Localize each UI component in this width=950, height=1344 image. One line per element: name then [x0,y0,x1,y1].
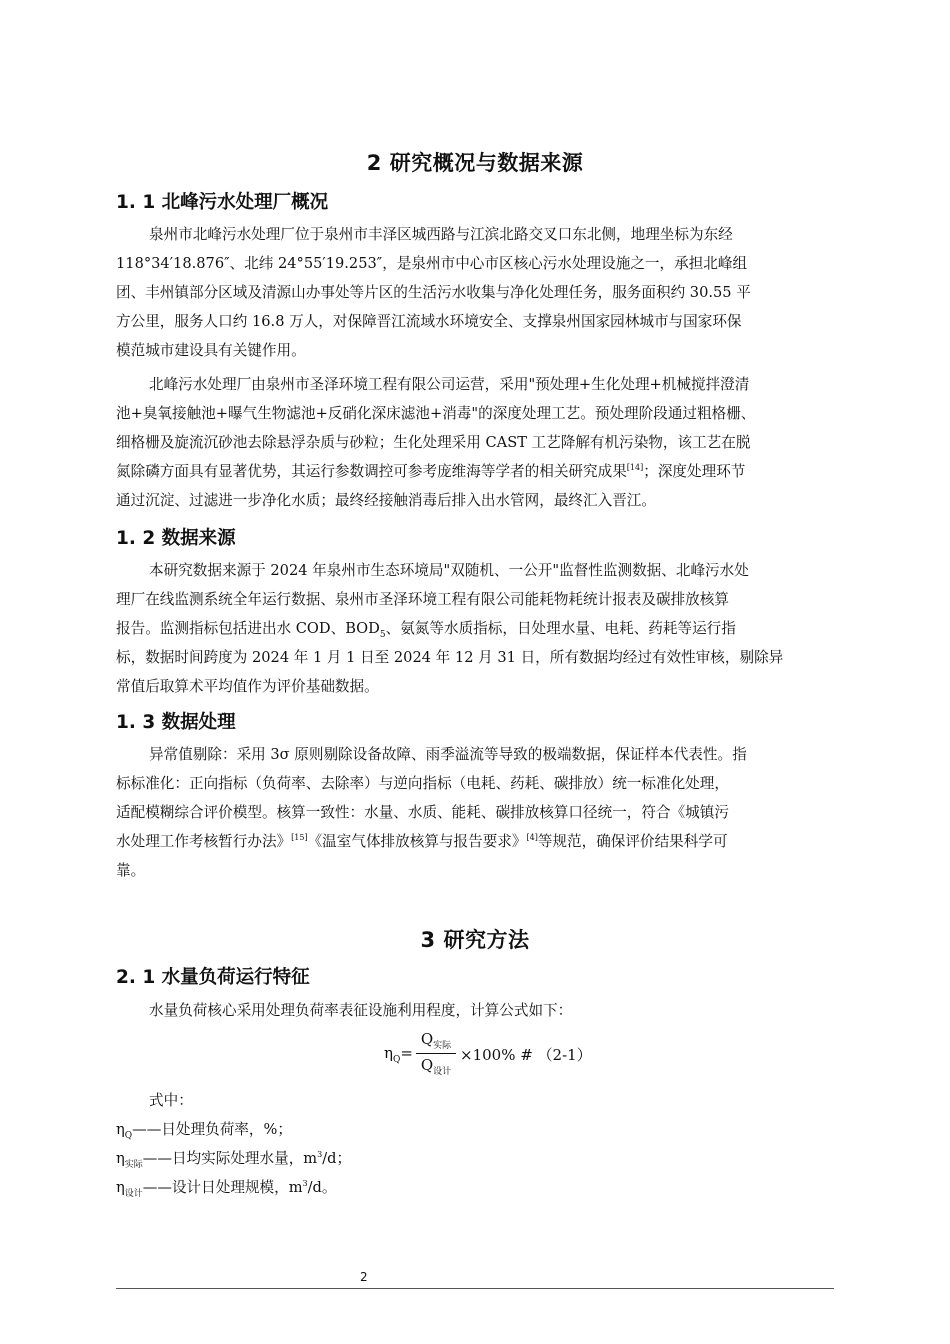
formula-fraction [416,1030,456,1077]
definitions-intro: 式中： [149,1092,193,1109]
text-line: 理厂在线监测系统全年运行数据、泉州市圣泽环境工程有限公司能耗物耗统计报表及碳排放核算 [116,591,729,608]
text-line [116,614,836,643]
definition-line [116,1115,836,1144]
text-line: 池+臭氧接触池+曝气生物滤池+反硝化深床滤池+消毒"的深度处理工艺。预处理阶段通过粗格栅、 [116,405,756,422]
subsection-title-1-1: 1. 1 北峰污水处理厂概况 [116,192,329,213]
text-line: 方公里，服务人口约 16.8 万人，对保障晋江流域水环境安全、支撑泉州国家园林城市与国家环保 [116,313,742,330]
text-run: ；深度处理环节 [643,463,746,480]
text-run: 氮除磷方面具有显著优势，其运行参数调控可参考庞维海等学者的相关研究成果 [116,463,627,480]
text-line: 适配模糊综合评价模型。核算一致性：水量、水质、能耗、碳排放核算口径统一，符合《城镇污 [116,804,729,821]
subsection-title-1-3: 1. 3 数据处理 [116,712,236,733]
formula-symbol: Q [420,1056,434,1074]
section-title-2: 2 研究概况与数据来源 [366,151,584,175]
section-title-3: 3 研究方法 [420,928,530,952]
formula-rhs: ×100% # （2-1） [460,1046,592,1064]
definition-symbol: η [116,1121,125,1138]
definition-line [116,1144,836,1173]
text-line: 标，数据时间跨度为 2024 年 1 月 1 日至 2024 年 12 月 31 日，所有数据均经过有效性审核，剔除异 [116,649,784,666]
definition-symbol: η [116,1179,125,1196]
subsection-title-2-1: 2. 1 水量负荷运行特征 [116,967,310,988]
text-line: 团、丰州镇部分区域及清源山办事处等片区的生活污水收集与净化处理任务，服务面积约 30.55 平 [116,284,751,301]
definition-text: /d； [322,1150,352,1167]
subscript: 5 [379,629,386,640]
text-line: 北峰污水处理厂由泉州市圣泽环境工程有限公司运营，采用"预处理+生化处理+机械搅拌澄清 [149,376,750,393]
text-line: 靠。 [116,862,146,879]
superscript: 3 [302,1179,308,1188]
definition-subscript: 实际 [124,1159,143,1170]
formula-denominator [416,1056,456,1077]
citation-ref: [15] [291,833,308,842]
definition-text: ——日均实际处理水量，m [142,1150,318,1167]
text-line [116,827,836,856]
paragraph-load-intro [116,996,836,1025]
footer-divider [116,1288,834,1289]
paragraph-plant-overview [116,220,836,365]
definition-symbol: η [116,1150,125,1167]
definition-subscript: Q [124,1130,133,1141]
text-line: 通过沉淀、过滤进一步净化水质；最终经接触消毒后排入出水管网，最终汇入晋江。 [116,492,656,509]
definitions-block [116,1086,836,1202]
fraction-bar [416,1053,456,1054]
definition-text: ——设计日处理规模，m [142,1179,303,1196]
text-run: 、氨氮等水质指标，日处理水量、电耗、药耗等运行指 [385,620,736,637]
formula-numerator [416,1030,456,1052]
text-line: 细格栅及旋流沉砂池去除悬浮杂质与砂粒；生化处理采用 CAST 工艺降解有机污染物，该工艺在脱 [116,434,751,451]
text-run: 报告。监测指标包括进出水 COD、BOD [116,620,380,637]
definition-text: ——日处理负荷率，%； [132,1121,292,1138]
text-line: 常值后取算术平均值作为评价基础数据。 [116,678,379,695]
formula-symbol: Q [420,1030,434,1048]
definition-line [116,1173,836,1202]
formula-lhs [384,1044,413,1065]
text-line: 异常值剔除：采用 3σ 原则剔除设备故障、雨季溢流等导致的极端数据，保证样本代表性。指 [149,746,747,763]
definition-text: /d。 [307,1179,337,1196]
text-line: 本研究数据来源于 2024 年泉州市生态环境局"双随机、一公开"监督性监测数据、北峰污水处 [149,562,749,579]
definition-subscript: 设计 [124,1188,143,1199]
text-line: 泉州市北峰污水处理厂位于泉州市丰泽区城西路与江滨北路交叉口东北侧，地理坐标为东经 [149,226,733,243]
formula-subscript: Q [393,1055,401,1065]
page-number: 2 [360,1270,368,1284]
citation-ref: [14] [626,463,644,472]
paragraph-data-sources [116,556,836,701]
text-run: 等规范，确保评价结果科学可 [537,833,728,850]
text-run: 水处理工作考核暂行办法》 [116,833,292,850]
superscript: 3 [317,1150,323,1159]
subsection-title-1-2: 1. 2 数据来源 [116,528,236,549]
formula-subscript: 设计 [433,1067,452,1077]
paragraph-plant-process [116,370,836,515]
text-line [116,457,836,486]
formula-subscript: 实际 [433,1041,452,1051]
text-line: 118°34′18.876″、北纬 24°55′19.253″，是泉州市中心市区核心污水处理设施之一，承担北峰组 [116,255,748,272]
citation-ref: [4] [526,833,538,842]
formula-equals: = [400,1044,413,1062]
text-line: 水量负荷核心采用处理负荷率表征设施利用程度，计算公式如下： [149,1002,573,1019]
formula-symbol: η [384,1044,393,1062]
text-line: 模范城市建设具有关键作用。 [116,342,306,359]
formula-load-rate [384,1030,644,1080]
text-line: 标标准化：正向指标（负荷率、去除率）与逆向指标（电耗、药耗、碳排放）统一标准化处理， [116,775,729,792]
text-run: 《温室气体排放核算与报告要求》 [307,833,527,850]
paragraph-data-processing [116,740,836,885]
